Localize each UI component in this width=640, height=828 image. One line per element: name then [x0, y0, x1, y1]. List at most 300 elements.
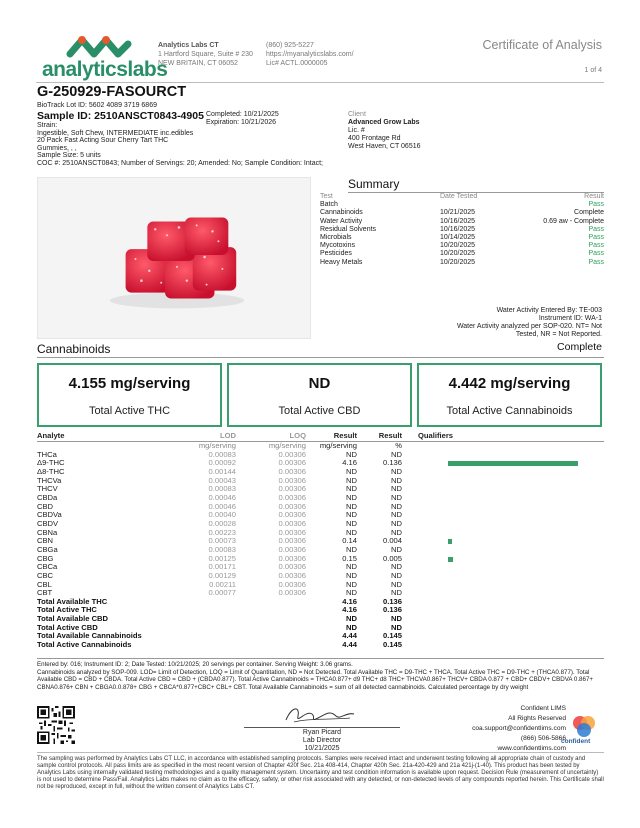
analyte-row: [37, 581, 604, 590]
summary-row: [320, 250, 604, 258]
total-qualifier: [418, 632, 604, 641]
analyte-lod: 0.00046: [208, 501, 236, 511]
analyte-name: THCVa: [37, 475, 62, 485]
summary-col-date: Date Tested: [440, 193, 478, 200]
confident-logo-text: confident: [561, 738, 591, 745]
lab-info: [158, 41, 253, 68]
sample-details: [37, 122, 323, 168]
analyte-percent-bar: [448, 539, 452, 544]
col-lod: LOD: [166, 431, 236, 442]
total-spacer: [402, 598, 418, 607]
total-lod: [166, 624, 236, 633]
client-label: Client: [348, 111, 366, 118]
analyte-qualifier: [418, 451, 604, 460]
analyte-lod: 0.00040: [208, 510, 236, 520]
total-active-cannabinoids-label: Total Active Cannabinoids: [446, 405, 573, 417]
analyte-row: [37, 529, 604, 538]
summary-date: 10/20/2025: [440, 258, 476, 266]
analyte-result-mg: ND: [346, 510, 357, 520]
col-result-pct: Result: [357, 431, 402, 442]
summary-test: Cannabinoids: [320, 209, 363, 217]
analyte-result-mg: ND: [346, 544, 357, 554]
analyte-qualifier: [418, 529, 604, 538]
lab-license: Lic# ACTL.0000005: [266, 60, 328, 67]
analyte-row: [37, 572, 604, 581]
analyte-result-mg: 0.14: [342, 536, 357, 546]
analyte-loq: 0.00306: [278, 466, 306, 476]
total-qualifier: [418, 615, 604, 624]
analyte-qualifier: [418, 520, 604, 529]
summary-header-row: [320, 193, 604, 201]
total-result-mg: 4.44: [342, 640, 357, 650]
analyte-name: CBDV: [37, 518, 59, 528]
analyte-spacer: [402, 581, 418, 590]
units-spacer: [402, 442, 418, 451]
analyte-lod: 0.00211: [209, 579, 236, 589]
summary-date: 10/21/2025: [440, 209, 476, 217]
total-spacer: [402, 641, 418, 650]
analyte-name: CBNa: [37, 527, 58, 537]
total-row: [37, 641, 604, 650]
analyte-spacer: [402, 511, 418, 520]
analyte-row: [37, 520, 604, 529]
sample-id: Sample ID: 2510ANSCT0843-4905: [37, 110, 204, 122]
total-loq: [236, 624, 306, 633]
analyte-result-pct: ND: [391, 484, 402, 494]
client-license: Lic. #: [348, 127, 365, 134]
analyte-lod: 0.00073: [208, 536, 236, 546]
analyte-lod: 0.00028: [208, 518, 236, 528]
analyte-loq: 0.00306: [278, 449, 306, 459]
analyte-name: Δ9-THC: [37, 458, 65, 468]
analyte-spacer: [402, 477, 418, 486]
analyte-spacer: [402, 468, 418, 477]
lims-info: [472, 704, 566, 754]
analyte-loq: 0.00306: [278, 562, 306, 572]
analyte-row: [37, 477, 604, 486]
analyte-qualifier: [418, 494, 604, 503]
lims-email-link[interactable]: coa.support@confidentlims.com: [472, 725, 566, 732]
analyte-qualifier: [418, 503, 604, 512]
total-name: Total Active CBD: [37, 622, 98, 632]
analyte-result-mg: 0.15: [342, 553, 357, 563]
analyte-row: [37, 459, 604, 468]
analyte-qualifier: [418, 459, 604, 468]
analyte-row: [37, 563, 604, 572]
analyte-result-pct: 0.005: [382, 553, 402, 563]
analyte-qualifier: [418, 477, 604, 486]
analyte-result-pct: 0.004: [382, 536, 402, 546]
units-loq: mg/serving: [268, 441, 306, 450]
analyte-result-mg: ND: [346, 484, 357, 494]
total-name: Total Available Cannabinoids: [37, 631, 142, 641]
analyte-name: THCa: [37, 449, 57, 459]
total-result-pct: 0.145: [382, 631, 402, 641]
total-spacer: [402, 615, 418, 624]
analyte-spacer: [402, 451, 418, 460]
director-signature: [280, 702, 360, 728]
lims-phone: (866) 506-5866: [520, 735, 566, 742]
wa-line: Water Activity Entered By: TE-003: [496, 307, 602, 314]
analyte-spacer: [402, 520, 418, 529]
analyte-name: CBG: [37, 553, 54, 563]
analyte-result-mg: ND: [346, 492, 357, 502]
analyte-lod: 0.00092: [208, 458, 236, 468]
analyte-qualifier: [418, 581, 604, 590]
analyte-row: [37, 468, 604, 477]
analyte-loq: 0.00306: [278, 536, 306, 546]
analyte-loq: 0.00306: [278, 579, 306, 589]
summary-row: [320, 234, 604, 242]
lab-phone: (860) 925-5227: [266, 42, 314, 49]
analyte-row: [37, 503, 604, 512]
total-lod: [166, 598, 236, 607]
analyte-qualifier: [418, 546, 604, 555]
units-row: [37, 442, 604, 451]
analyte-qualifier: [418, 555, 604, 564]
analyte-result-mg: 4.16: [342, 458, 357, 468]
summary-table: [320, 193, 604, 267]
analyte-result-mg: ND: [346, 527, 357, 537]
analyte-result-pct: ND: [391, 570, 402, 580]
analyte-loq: 0.00306: [278, 501, 306, 511]
analyte-name: CBN: [37, 536, 54, 546]
summary-test: Pesticides: [320, 250, 352, 258]
analyte-result-pct: ND: [391, 449, 402, 459]
analyte-spacer: [402, 459, 418, 468]
summary-row: [320, 218, 604, 226]
total-active-cannabinoids-value: 4.442 mg/serving: [448, 375, 571, 392]
expiration-date: Expiration: 10/21/2026: [206, 119, 277, 126]
total-loq: [236, 615, 306, 624]
completed-date: Completed: 10/21/2025: [206, 111, 279, 118]
summary-row: [320, 209, 604, 217]
summary-test: Mycotoxins: [320, 242, 356, 250]
total-result-mg: 4.44: [342, 631, 357, 641]
total-spacer: [402, 624, 418, 633]
analyte-name: CBL: [37, 579, 52, 589]
analyte-loq: 0.00306: [278, 510, 306, 520]
analyte-result-pct: ND: [391, 579, 402, 589]
analyte-result-mg: ND: [346, 475, 357, 485]
analyte-row: [37, 537, 604, 546]
total-result-pct: 0.145: [382, 640, 402, 650]
signer-name: Ryan Picard: [302, 729, 342, 736]
total-active-cbd-label: Total Active CBD: [278, 405, 361, 417]
header-divider: [36, 82, 604, 83]
col-spacer: [402, 431, 418, 442]
wa-line: Water Activity analyzed per SOP-020. NT= Not: [456, 323, 602, 330]
analyte-result-mg: ND: [346, 579, 357, 589]
total-row: [37, 598, 604, 607]
coc-line: COC #: 2510ANSCT0843; Number of Servings: 20; Amended: No; Sample Condition: Intact;: [37, 159, 323, 167]
document-title: Certificate of Analysis: [482, 38, 602, 52]
units-qualifier: [418, 442, 604, 451]
total-row: [37, 615, 604, 624]
total-result-mg: 4.16: [342, 605, 357, 615]
analyte-result-mg: ND: [346, 466, 357, 476]
cannabinoids-title: Cannabinoids: [37, 342, 111, 356]
water-activity-notes: [457, 307, 602, 339]
analyte-name: CBD: [37, 501, 54, 511]
analyte-name: CBDVa: [37, 510, 62, 520]
analyte-row: [37, 494, 604, 503]
analyte-loq: 0.00306: [278, 588, 306, 598]
analyte-spacer: [402, 529, 418, 538]
summary-row: [320, 242, 604, 250]
summary-col-test: Test: [320, 193, 333, 200]
analyte-loq: 0.00306: [278, 553, 306, 563]
analyte-lod: 0.00223: [208, 527, 236, 537]
total-result-pct: ND: [391, 614, 402, 624]
client-address1: 400 Frontage Rd: [348, 135, 401, 142]
analyte-name: Δ8-THC: [37, 466, 65, 476]
analyte-lod: 0.00129: [208, 570, 236, 580]
analyte-loq: 0.00306: [278, 475, 306, 485]
analyte-lod: 0.00083: [208, 449, 236, 459]
analyte-loq: 0.00306: [278, 484, 306, 494]
summary-result: Pass: [588, 201, 604, 209]
total-name: Total Active Cannabinoids: [37, 640, 132, 650]
analyte-qualifier: [418, 572, 604, 581]
analyte-name: CBCa: [37, 562, 58, 572]
total-active-cbd-value: ND: [308, 375, 331, 392]
summary-date: 10/16/2025: [440, 217, 476, 225]
analyte-result-pct: 0.136: [382, 458, 402, 468]
total-qualifier: [418, 598, 604, 607]
lab-website-link[interactable]: https://myanalyticslabs.com/: [266, 51, 354, 58]
total-active-cannabinoids-card: [417, 363, 602, 427]
analyte-qualifier: [418, 537, 604, 546]
total-active-cbd-card: [227, 363, 412, 427]
units-result: mg/serving: [319, 441, 357, 450]
total-lod: [166, 641, 236, 650]
summary-test: Microbials: [320, 234, 352, 242]
lot-id: BioTrack Lot ID: 5602 4089 3719 6869: [37, 102, 157, 109]
total-name: Total Active THC: [37, 605, 97, 615]
product-name: 20 Pack Fast Acting Sour Cherry Tart THC: [37, 137, 169, 145]
summary-test: Residual Solvents: [320, 225, 377, 233]
summary-result: Pass: [588, 250, 604, 258]
summary-test: Heavy Metals: [320, 258, 363, 266]
cannabinoids-status: Complete: [557, 341, 602, 353]
total-result-mg: 4.16: [342, 596, 357, 606]
analyte-row: [37, 511, 604, 520]
analyte-row: [37, 589, 604, 598]
analyte-qualifier: [418, 563, 604, 572]
analyte-lod: 0.00046: [208, 492, 236, 502]
disclaimer: The sampling was performed by Analytics Labs CT LLC, in accordance with established sampling protocols. Samples were received intact and underwent testing following all appropriate chain of custody and sample control protocols. All pass limits are as specified in the most recent version of Chapter 420f Sec. 21a 408-414, Chapter 420h Sec. 21a-420-429 and 21a 421j-(1-40). This product has been tested by Analytics Labs using internally validated testing methodologies and a quality management system. Uncertainty and test condition information is available upon request. Decision Rule (measurement of uncertainty) is not used to determine Pass/Fail. Analytics Labs makes no claim as to the efficacy, safety, or other risk associated with any detected, or non-detected levels of any compounds reported herein. This Certificate shall not be reproduced, except in full, without the written consent of Analytics Labs CT.: [37, 756, 604, 790]
analyte-result-mg: ND: [346, 588, 357, 598]
analyte-spacer: [402, 572, 418, 581]
analyte-lod: 0.00144: [208, 466, 236, 476]
summary-result: Pass: [588, 234, 604, 242]
strain: Strain:: [37, 122, 58, 129]
summary-row: [320, 226, 604, 234]
summary-result: Complete: [574, 209, 604, 217]
total-active-thc-card: [37, 363, 222, 427]
total-qualifier: [418, 624, 604, 633]
signature-line: [244, 727, 400, 728]
analyte-lod: 0.00083: [208, 484, 236, 494]
sign-date: 10/21/2025: [304, 744, 340, 752]
analyte-loq: 0.00306: [278, 544, 306, 554]
analyte-spacer: [402, 563, 418, 572]
analyte-lod: 0.00083: [208, 544, 236, 554]
analyte-percent-bar: [448, 557, 453, 562]
lab-contact: [266, 41, 354, 68]
analyte-lod: 0.00125: [208, 553, 236, 563]
client-name: Advanced Grow Labs: [348, 119, 420, 126]
analyte-result-pct: ND: [391, 492, 402, 502]
analyte-result-pct: ND: [391, 562, 402, 572]
total-active-thc-value: 4.155 mg/serving: [68, 375, 191, 392]
analyte-header-row: [37, 431, 604, 442]
total-active-thc-label: Total Active THC: [88, 405, 171, 417]
lab-name: Analytics Labs CT: [158, 42, 219, 49]
analyte-result-mg: ND: [346, 449, 357, 459]
analyte-result-pct: ND: [391, 588, 402, 598]
total-loq: [236, 632, 306, 641]
analyte-result-pct: ND: [391, 466, 402, 476]
cannabinoid-notes: Entered by: 016; Instrument ID: 2; Date Tested: 10/21/2025; 20 servings per container. Serving Weight: 3.06 grams. Cannabinoids analyzed by SOP-009. LOD= Limit of Detection, LOQ = Limit of Quantitation, ND = Not Detected. Total Available THC = D9-THC + THCA. Total Active THC = D9-THC + (THCA0.877). Total Available CBD = CBD + CBDA. Total Active CBD = CBD + (CBDA0.877). Total Active Cannabinoids = THCA0.877+ d9 THC+ d8 THC+ THCVA0.867+ THCV+ CBDA 0.877 + CBD+ CBDV+ CBDVA 0.867+ CBNA0.876+ CBN + CBGA0.0.878+ CBG + CBCA*0.877+CBC+ CBL+ CBT. Total Available Cannabinoids = sum of all detected cannabinoids. Calculated percentage by dry weight: [37, 661, 593, 691]
sample-size: Sample Size: 5 units: [37, 152, 101, 160]
analyte-result-mg: ND: [346, 518, 357, 528]
analyte-row: [37, 451, 604, 460]
analyte-loq: 0.00306: [278, 492, 306, 502]
analyte-spacer: [402, 537, 418, 546]
units-lod: mg/serving: [198, 441, 236, 450]
client-address2: West Haven, CT 06516: [348, 143, 421, 150]
total-qualifier: [418, 606, 604, 615]
product-name-cont: Gummies, , ,: [37, 144, 77, 152]
signer-title: Lab Director: [302, 736, 342, 744]
analyte-spacer: [402, 494, 418, 503]
analyte-result-mg: ND: [346, 562, 357, 572]
total-spacer: [402, 606, 418, 615]
analyte-name: THCV: [37, 484, 58, 494]
analyte-lod: 0.00043: [208, 475, 236, 485]
lab-address-line2: NEW BRITAIN, CT 06052: [158, 60, 238, 67]
analyte-spacer: [402, 555, 418, 564]
qr-code[interactable]: [37, 706, 75, 744]
summary-row: [320, 259, 604, 267]
table-bottom-divider: [37, 658, 604, 659]
product-photo: [37, 177, 311, 339]
analyte-percent-bar: [448, 461, 578, 466]
analyticslabs-logo-text: analyticslabs: [42, 58, 168, 81]
col-result-mg: Result: [306, 431, 357, 442]
analyte-spacer: [402, 589, 418, 598]
summary-result: Pass: [588, 242, 604, 250]
total-lod: [166, 606, 236, 615]
lims-name: Confident LIMS: [520, 705, 566, 712]
total-result-pct: 0.136: [382, 596, 402, 606]
total-lod: [166, 615, 236, 624]
analyte-result-pct: ND: [391, 544, 402, 554]
total-spacer: [402, 632, 418, 641]
total-result-mg: ND: [346, 622, 357, 632]
summary-date: 10/14/2025: [440, 234, 476, 242]
analyte-name: CBGa: [37, 544, 58, 554]
summary-date: [440, 201, 510, 209]
col-analyte: Analyte: [37, 431, 166, 442]
units-percent: %: [395, 441, 402, 450]
analyte-lod: 0.00171: [208, 562, 236, 572]
summary-result: Pass: [588, 225, 604, 233]
summary-col-result: Result: [584, 193, 604, 200]
analyte-row: [37, 555, 604, 564]
lab-address-line1: 1 Hartford Square, Suite # 230: [158, 51, 253, 58]
analyte-spacer: [402, 503, 418, 512]
analyte-spacer: [402, 485, 418, 494]
summary-row: [320, 201, 604, 209]
total-loq: [236, 598, 306, 607]
analyte-result-pct: ND: [391, 510, 402, 520]
total-qualifier: [418, 641, 604, 650]
footer-divider: [37, 752, 604, 753]
analyte-qualifier: [418, 589, 604, 598]
total-result-pct: 0.136: [382, 605, 402, 615]
total-row: [37, 606, 604, 615]
total-loq: [236, 606, 306, 615]
total-name: Total Available CBD: [37, 614, 109, 624]
client-info: [348, 111, 421, 151]
summary-date: 10/20/2025: [440, 242, 476, 250]
analyte-result-pct: ND: [391, 527, 402, 537]
lims-rights: All Rights Reserved: [508, 715, 566, 722]
col-qualifiers: Qualifiers: [418, 431, 604, 442]
total-name: Total Available THC: [37, 596, 108, 606]
total-result-mg: ND: [346, 614, 357, 624]
analyte-result-pct: ND: [391, 518, 402, 528]
analyte-row: [37, 546, 604, 555]
analyte-result-mg: ND: [346, 501, 357, 511]
matrix: Ingestible, Soft Chew, INTERMEDIATE inc.edibles: [37, 129, 194, 137]
total-result-pct: ND: [391, 622, 402, 632]
analyte-lod: 0.00077: [208, 588, 236, 598]
analyte-loq: 0.00306: [278, 458, 306, 468]
analyte-loq: 0.00306: [278, 527, 306, 537]
summary-test: Batch: [320, 201, 338, 209]
wa-line: Instrument ID: WA-1: [538, 315, 602, 322]
signer-block: [244, 729, 400, 752]
confident-logo-icon: [570, 713, 598, 741]
col-loq: LOQ: [236, 431, 306, 442]
total-lod: [166, 632, 236, 641]
analyte-loq: 0.00306: [278, 518, 306, 528]
analyte-name: CBC: [37, 570, 54, 580]
summary-date: 10/20/2025: [440, 250, 476, 258]
analyte-table: [37, 431, 604, 650]
analyte-name: CBT: [37, 588, 53, 598]
analyte-row: [37, 485, 604, 494]
analyte-qualifier: [418, 485, 604, 494]
analyte-result-pct: ND: [391, 501, 402, 511]
analyticslabs-logo-mark: [64, 34, 134, 60]
analyte-result-pct: ND: [391, 475, 402, 485]
analyte-result-mg: ND: [346, 570, 357, 580]
analyte-name: CBDa: [37, 492, 58, 502]
summary-result: 0.69 aw - Complete: [543, 217, 604, 225]
sample-title: G-250929-FASOURCT: [37, 84, 187, 100]
wa-line: Tested, NR = Not Reported.: [515, 331, 602, 338]
analyte-qualifier: [418, 511, 604, 520]
lims-website-link[interactable]: www.confidentlims.com: [497, 745, 566, 752]
summary-title: Summary: [348, 177, 400, 191]
summary-result: Pass: [588, 258, 604, 266]
analyte-spacer: [402, 546, 418, 555]
